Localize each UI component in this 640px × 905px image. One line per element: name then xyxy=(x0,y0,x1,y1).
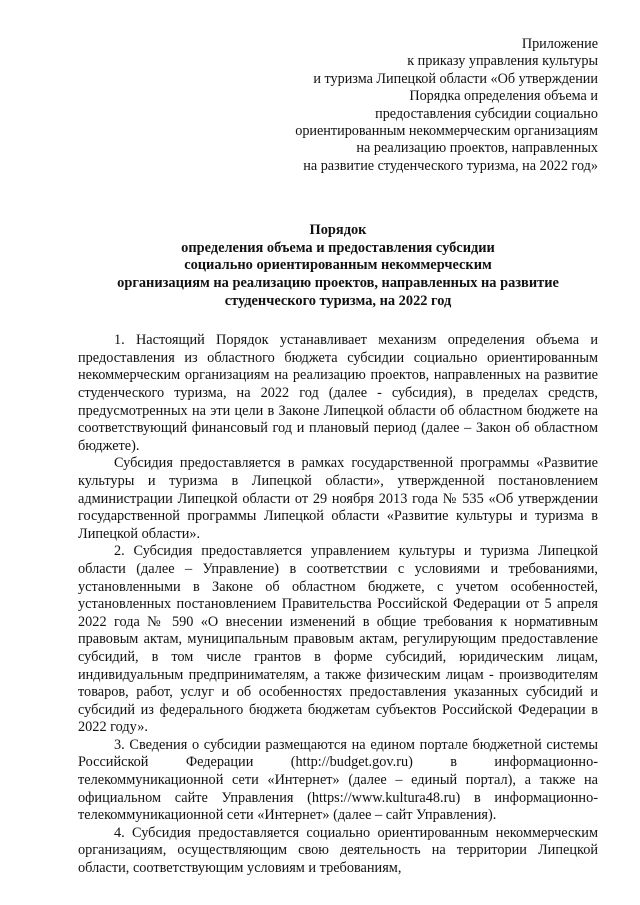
paragraph-1: 1. Настоящий Порядок устанавливает механизм определения объема и предоставления из областного бюджета субсидии социально ориентированным некоммерческим организациям на реализацию проектов, направленных на развитие студенческого туризма, на 2022 год (далее - субсидия), в пределах средств, предусмотренных на эти цели в Законе Липецкой области об областном бюджете на соответствующий финансовый год и плановый период (далее – Закон об областном бюджете). xyxy=(78,332,598,454)
document-title xyxy=(78,222,598,310)
paragraph-4: 4. Субсидия предоставляется социально ориентированным некоммерческим организациям, осуществляющим свою деятельность на территории Липецкой области, соответствующим условиям и требованиям, xyxy=(78,824,598,877)
appendix-line: Приложение xyxy=(521,36,598,52)
appendix-line: предоставления субсидии социально xyxy=(375,105,598,122)
appendix-line: на развитие студенческого туризма, на 2022 год» xyxy=(303,157,598,174)
title-line: социально ориентированным некоммерческим xyxy=(184,257,492,274)
appendix-line: Порядка определения объема и xyxy=(409,88,598,105)
appendix-line: на реализацию проектов, направленных xyxy=(356,140,598,157)
appendix-line: ориентированным некоммерческим организациям xyxy=(295,123,598,140)
appendix-header xyxy=(78,36,598,175)
appendix-line: и туризма Липецкой области «Об утверждении xyxy=(313,70,598,87)
paragraph-subsidy-program: Субсидия предоставляется в рамках государственной программы «Развитие культуры и туризма в Липецкой области», утвержденной постановлением администрации Липецкой области от 29 ноября 2013 года № 535 «Об утверждении государственной программы Липецкой области «Развитие культуры и туризма в Липецкой области». xyxy=(78,455,598,542)
appendix-line: к приказу управления культуры xyxy=(407,53,598,70)
paragraph-3: 3. Сведения о субсидии размещаются на едином портале бюджетной системы Российской Федерации (http://budget.gov.ru) в информационно-телекоммуникационной сети «Интернет» (далее – единый портал), а также на официальном сайте Управления (https://www.kultura48.ru) в информационно-телекоммуникационной сети «Интернет» (далее – сайт Управления). xyxy=(78,736,598,824)
title-line: организациям на реализацию проектов, направленных на развитие xyxy=(117,275,559,292)
paragraph-2: 2. Субсидия предоставляется управлением культуры и туризма Липецкой области (далее – Управление) в соответствии с условиями и требованиями, установленными в Законе об областном бюджете, с учетом особенностей, установленных постановлением Правительства Российской Федерации от 5 апреля 2022 года № 590 «О внесении изменений в общие требования к нормативным правовым актам, муниципальным правовым актам, регулирующим предоставление субсидий, в том числе грантов в форме субсидий, юридическим лицам, индивидуальным предпринимателям, а также физическим лицам - производителям товаров, работ, услуг и об особенностях предоставления указанных субсидий и субсидий из федерального бюджета бюджетам субъектов Российской Федерации в 2022 году». xyxy=(78,543,598,736)
document-body xyxy=(78,332,598,877)
title-line: студенческого туризма, на 2022 год xyxy=(224,292,452,309)
title-line: Порядок xyxy=(309,222,367,239)
title-line: определения объема и предоставления субсидии xyxy=(181,239,495,256)
